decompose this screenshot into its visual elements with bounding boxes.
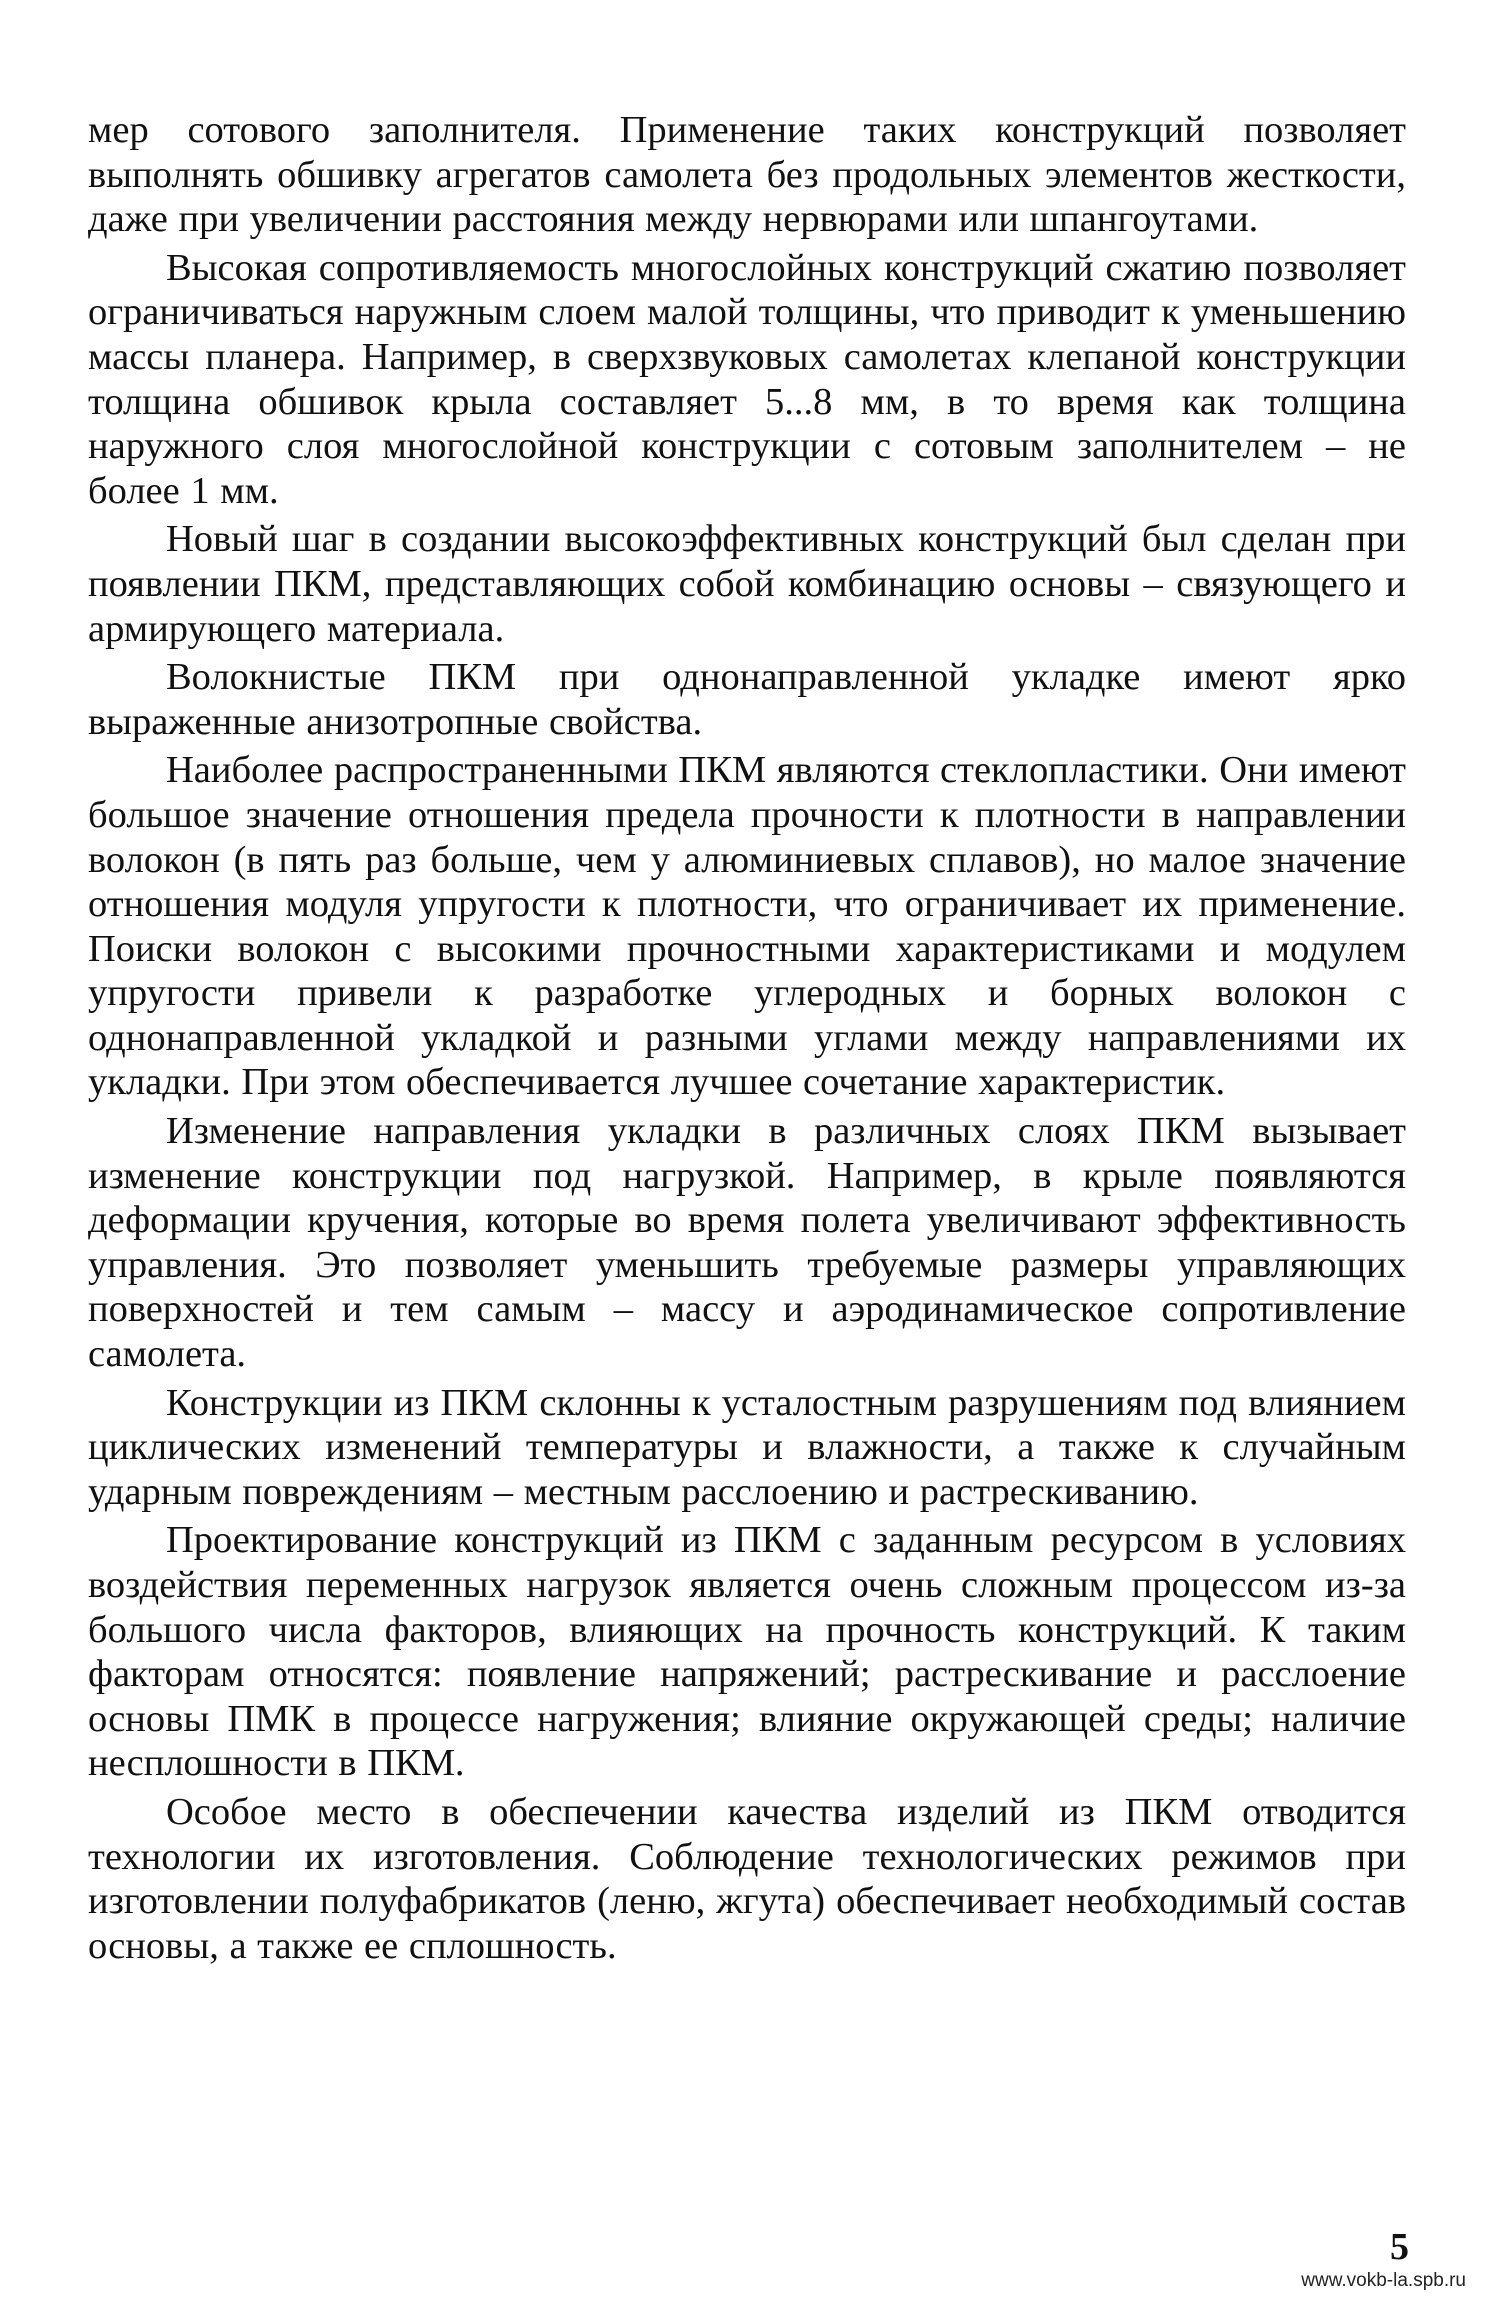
paragraph-5: Наиболее распространенными ПКМ являются стеклопластики. Они имеют большое значение отношения предела прочности к плотности в направлении волокон (в пять раз больше, чем у алюминиевых сплавов), но малое значение отношения модуля упругости к плотности, что ограничивает их применение. Поиски волокон с высокими прочностными характеристиками и модулем упругости привели к разработке углеродных и борных волокон с однонаправленной укладкой и разными углами между направлениями их укладки. При этом обеспечивается лучшее сочетание характеристик. <box>88 749 1406 1104</box>
page-body <box>88 108 1406 1968</box>
source-watermark: www.vokb-la.spb.ru <box>1301 2270 1466 2291</box>
paragraph-4: Волокнистые ПКМ при однонаправленной укладке имеют ярко выраженные анизотропные свойства. <box>88 656 1406 743</box>
paragraph-7: Конструкции из ПКМ склонны к усталостным разрушениям под влиянием циклических изменений температуры и влажности, а также к случайным ударным повреждениям – местным расслоению и растрескиванию. <box>88 1381 1406 1513</box>
page-number: 5 <box>1390 2226 1409 2268</box>
paragraph-3: Новый шаг в создании высокоэффективных конструкций был сделан при появлении ПКМ, представляющих собой комбинацию основы – связующего и армирующего материала. <box>88 518 1406 650</box>
paragraph-2: Высокая сопротивляемость многослойных конструкций сжатию позволяет ограничиваться наружным слоем малой толщины, что приводит к уменьшению массы планера. Например, в сверхзвуковых самолетах клепаной конструкции толщина обшивок крыла составляет 5...8 мм, в то время как толщина наружного слоя многослойной конструкции с сотовым заполнителем – не более 1 мм. <box>88 246 1406 512</box>
paragraph-9: Особое место в обеспечении качества изделий из ПКМ отводится технологии их изготовления. Соблюдение технологических режимов при изготовлении полуфабрикатов (леню, жгута) обеспечивает необходимый состав основы, а также ее сплошность. <box>88 1790 1406 1967</box>
paragraph-8: Проектирование конструкций из ПКМ с заданным ресурсом в условиях воздействия переменных нагрузок является очень сложным процессом из-за большого числа факторов, влияющих на прочность конструкций. К таким факторам относятся: появление напряжений; растрескивание и расслоение основы ПМК в процессе нагружения; влияние окружающей среды; наличие несплошности в ПКМ. <box>88 1519 1406 1785</box>
paragraph-1: мер сотового заполнителя. Применение таких конструкций позволяет выполнять обшивку агрегатов самолета без продольных элементов жесткости, даже при увеличении расстояния между нервюрами или шпангоутами. <box>88 109 1406 241</box>
paragraph-6: Изменение направления укладки в различных слоях ПКМ вызывает изменение конструкции под нагрузкой. Например, в крыле появляются деформации кручения, которые во время полета увеличивают эффективность управления. Это позволяет уменьшить требуемые размеры управляющих поверхностей и тем самым – массу и аэродинамическое сопротивление самолета. <box>88 1110 1406 1376</box>
